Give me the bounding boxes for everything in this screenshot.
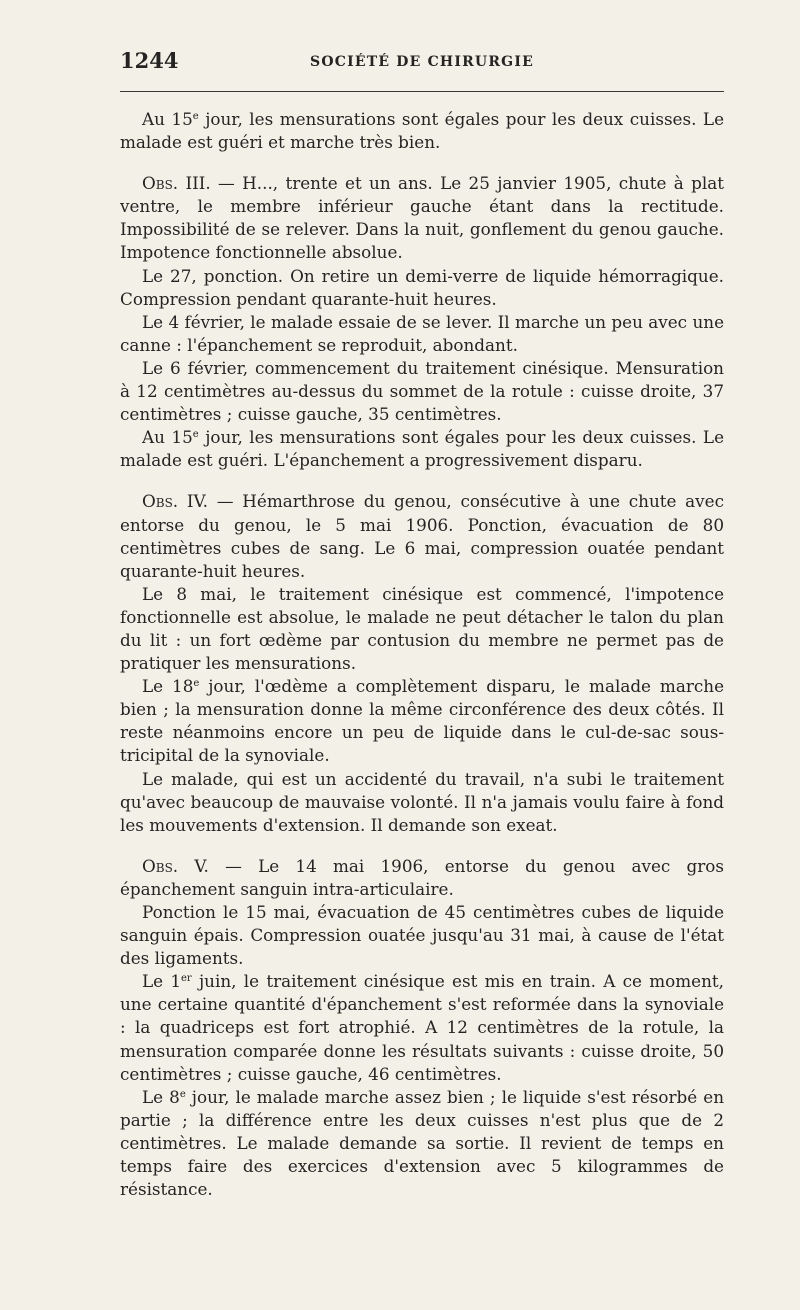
observation-label: Obs. IV. (142, 491, 209, 512)
paragraph: Le 1er juin, le traitement cinésique est mis en train. A ce moment, une certaine quantité d'épanchement s'est reformée dans la synoviale : la quadriceps est fort atrophié. A 12 centimètres de la rotule, la mensuration comparée donne les résultats suivants : cuisse droite, 50 centimètres ; cuisse gauche, 46 centimètres. (120, 971, 724, 1084)
observation-heading-paragraph: Obs. V. — Le 14 mai 1906, entorse du genou avec gros épanchement sanguin intra-articulaire. (120, 855, 725, 899)
observation-label: Obs. V. (142, 855, 209, 876)
paragraph: Le malade, qui est un accidenté du travail, n'a subi le traitement qu'avec beaucoup de mauvaise volonté. Il n'a jamais voulu faire à fond les mouvements d'extension. Il demande son exeat. (120, 768, 724, 835)
page-header (120, 46, 724, 76)
running-head: SOCIÉTÉ DE CHIRURGIE (310, 54, 534, 70)
paragraph: Au 15e jour, les mensurations sont égales pour les deux cuisses. Le malade est guéri. L'épanchement a progressivement disparu. (120, 427, 724, 471)
header-rule (120, 91, 724, 92)
paragraph: Au 15e jour, les mensurations sont égales pour les deux cuisses. Le malade est guéri et marche très bien. (120, 109, 724, 153)
paragraph: Le 18e jour, l'œdème a complètement disparu, le malade marche bien ; la mensuration donne la même circonférence des deux côtés. Il reste néanmoins encore un peu de liquide dans le cul-de-sac sous-tricipital de la synoviale. (120, 676, 725, 766)
body-text (120, 108, 724, 1201)
paragraph: Le 8 mai, le traitement cinésique est commencé, l'impotence fonctionnelle est absolue, le malade ne peut détacher le talon du plan du lit : un fort œdème par contusion du membre ne permet pas de pratiquer les mensurations. (120, 583, 724, 674)
observation-label: Obs. III. (142, 173, 211, 194)
paragraph: Le 6 février, commencement du traitement cinésique. Mensuration à 12 centimètres au-dessus du sommet de la rotule : cuisse droite, 37 centimètres ; cuisse gauche, 35 centimètres. (120, 357, 724, 425)
page-number: 1244 (120, 48, 179, 73)
paragraph: Le 27, ponction. On retire un demi-verre de liquide hémorragique. Compression pendant quarante-huit heures. (120, 265, 724, 309)
paragraph: Le 8e jour, le malade marche assez bien ; le liquide s'est résorbé en partie ; la différence entre les deux cuisses n'est plus que de 2 centimètres. Le malade demande sa sortie. Il revient de temps en temps faire des exercices d'extension avec 5 kilogrammes de résistance. (120, 1086, 725, 1200)
observation-heading-paragraph: Obs. III. — H..., trente et un ans. Le 25 janvier 1905, chute à plat ventre, le membre inférieur gauche étant dans la rectitude. Impossibilité de se relever. Dans la nuit, gonflement du genou gauche. Impotence fonctionnelle absolue. (120, 173, 724, 263)
paragraph: Ponction le 15 mai, évacuation de 45 centimètres cubes de liquide sanguin épais. Compression ouatée jusqu'au 31 mai, à cause de l'état des ligaments. (120, 902, 724, 969)
observation-heading-paragraph: Obs. IV. — Hémarthrose du genou, consécutive à une chute avec entorse du genou, le 5 mai 1906. Ponction, évacuation de 80 centimètres cubes de sang. Le 6 mai, compression ouatée pendant quarante-huit heures. (120, 491, 724, 581)
paragraph: Le 4 février, le malade essaie de se lever. Il marche un peu avec une canne : l'épanchement se reproduit, abondant. (120, 311, 724, 355)
